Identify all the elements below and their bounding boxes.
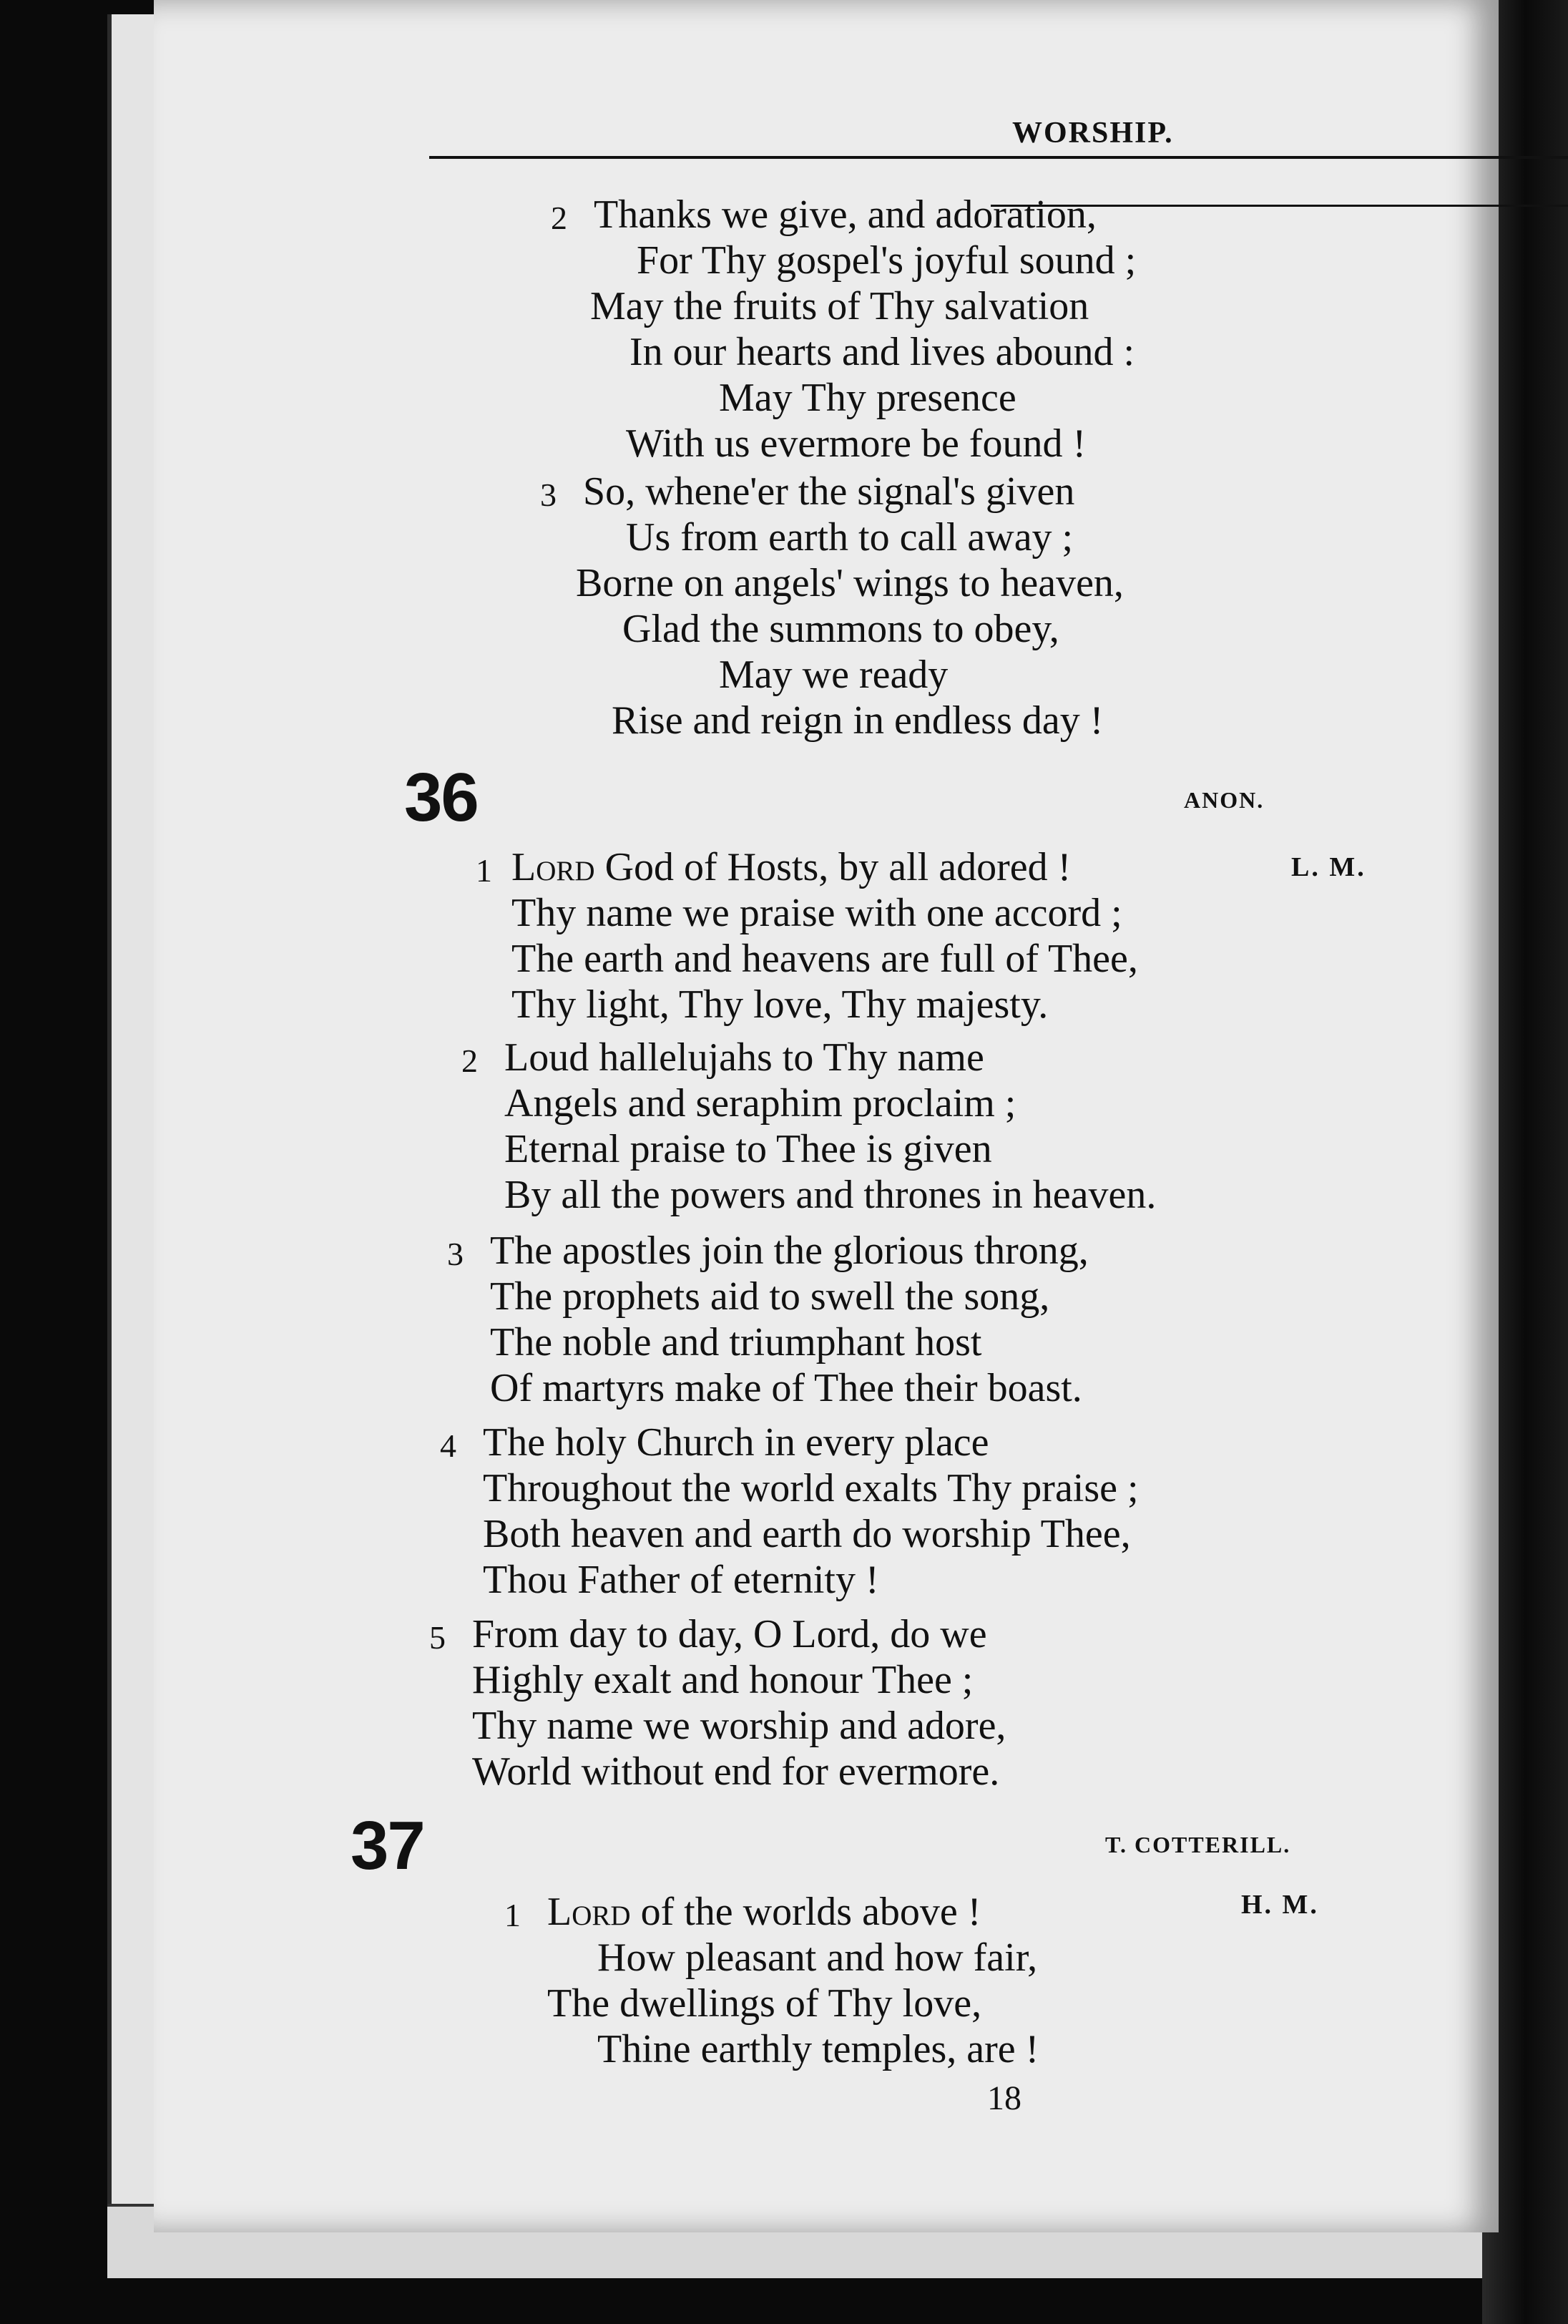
verse-line: Throughout the world exalts Thy praise ; — [483, 1466, 1139, 1510]
verse-line: May Thy presence — [719, 376, 1016, 420]
verse-line: May we ready — [719, 653, 949, 697]
verse-line: Thy light, Thy love, Thy majesty. — [511, 982, 1049, 1027]
hymn-author: T. COTTERILL. — [1105, 1832, 1291, 1857]
verse-line: How pleasant and how fair, — [597, 1935, 1038, 1980]
first-line-rest: God of Hosts, by all adored ! — [594, 845, 1072, 889]
verse-line: The earth and heavens are full of Thee, — [511, 937, 1138, 981]
verse-number: 2 — [551, 200, 567, 236]
verse-line-first — [511, 844, 1071, 890]
verse-line: For Thy gospel's joyful sound ; — [637, 238, 1137, 283]
verse-number: 2 — [461, 1043, 478, 1079]
verse-line: So, whene'er the signal's given — [583, 469, 1075, 514]
verse-line: Thou Father of eternity ! — [483, 1558, 879, 1602]
verse-line: Glad the summons to obey, — [622, 607, 1059, 651]
page-number: 18 — [987, 2079, 1021, 2117]
first-word-small-caps: Lord — [511, 845, 595, 889]
verse-line: Angels and seraphim proclaim ; — [504, 1081, 1016, 1126]
verse-line: Both heaven and earth do worship Thee, — [483, 1512, 1131, 1556]
hymn-meter: H. M. — [1241, 1890, 1319, 1920]
verse-line: Loud hallelujahs to Thy name — [504, 1035, 984, 1080]
verse-line: Borne on angels' wings to heaven, — [576, 561, 1124, 605]
running-header: WORSHIP. — [1012, 117, 1174, 150]
verse-line: Eternal praise to Thee is given — [504, 1127, 992, 1171]
first-word-small-caps: Lord — [547, 1890, 631, 1934]
verse-line: May the fruits of Thy salvation — [590, 284, 1089, 328]
verse-line: Thine earthly temples, are ! — [597, 2027, 1039, 2071]
verse-line: Of martyrs make of Thee their boast. — [490, 1366, 1082, 1410]
verse-line: In our hearts and lives abound : — [629, 330, 1135, 374]
verse-number: 3 — [540, 477, 557, 513]
verse-line: Highly exalt and honour Thee ; — [472, 1658, 974, 1702]
verse-line: With us evermore be found ! — [626, 421, 1087, 466]
hymn-number: 37 — [351, 1807, 424, 1884]
verse-number: 1 — [504, 1897, 521, 1933]
verse-line: World without end for evermore. — [472, 1749, 1000, 1794]
verse-number: 3 — [447, 1236, 464, 1272]
header-rule — [429, 156, 1568, 159]
verse-number: 4 — [440, 1427, 456, 1464]
hymn-meter: L. M. — [1291, 852, 1366, 882]
verse-line: Thy name we worship and adore, — [472, 1704, 1006, 1748]
verse-line: From day to day, O Lord, do we — [472, 1612, 987, 1656]
verse-line: The dwellings of Thy love, — [547, 1981, 982, 2026]
verse-number: 5 — [429, 1619, 446, 1656]
verse-line: Rise and reign in endless day ! — [612, 698, 1104, 743]
verse-number: 1 — [476, 852, 492, 889]
verse-line: By all the powers and thrones in heaven. — [504, 1173, 1157, 1217]
hymn-author: ANON. — [1184, 787, 1265, 813]
verse-line: Us from earth to call away ; — [626, 515, 1074, 560]
first-line-rest: of the worlds above ! — [630, 1890, 981, 1934]
book-page — [154, 0, 1499, 2232]
verse-line: The apostles join the glorious throng, — [490, 1229, 1089, 1273]
verse-line: Thy name we praise with one accord ; — [511, 891, 1122, 935]
verse-line: The holy Church in every place — [483, 1420, 989, 1465]
verse-line: Thanks we give, and adoration, — [594, 192, 1097, 237]
verse-line: The prophets aid to swell the song, — [490, 1274, 1050, 1319]
verse-line-first — [547, 1889, 981, 1935]
hymn-number: 36 — [404, 759, 478, 836]
verse-line: The noble and triumphant host — [490, 1320, 982, 1364]
